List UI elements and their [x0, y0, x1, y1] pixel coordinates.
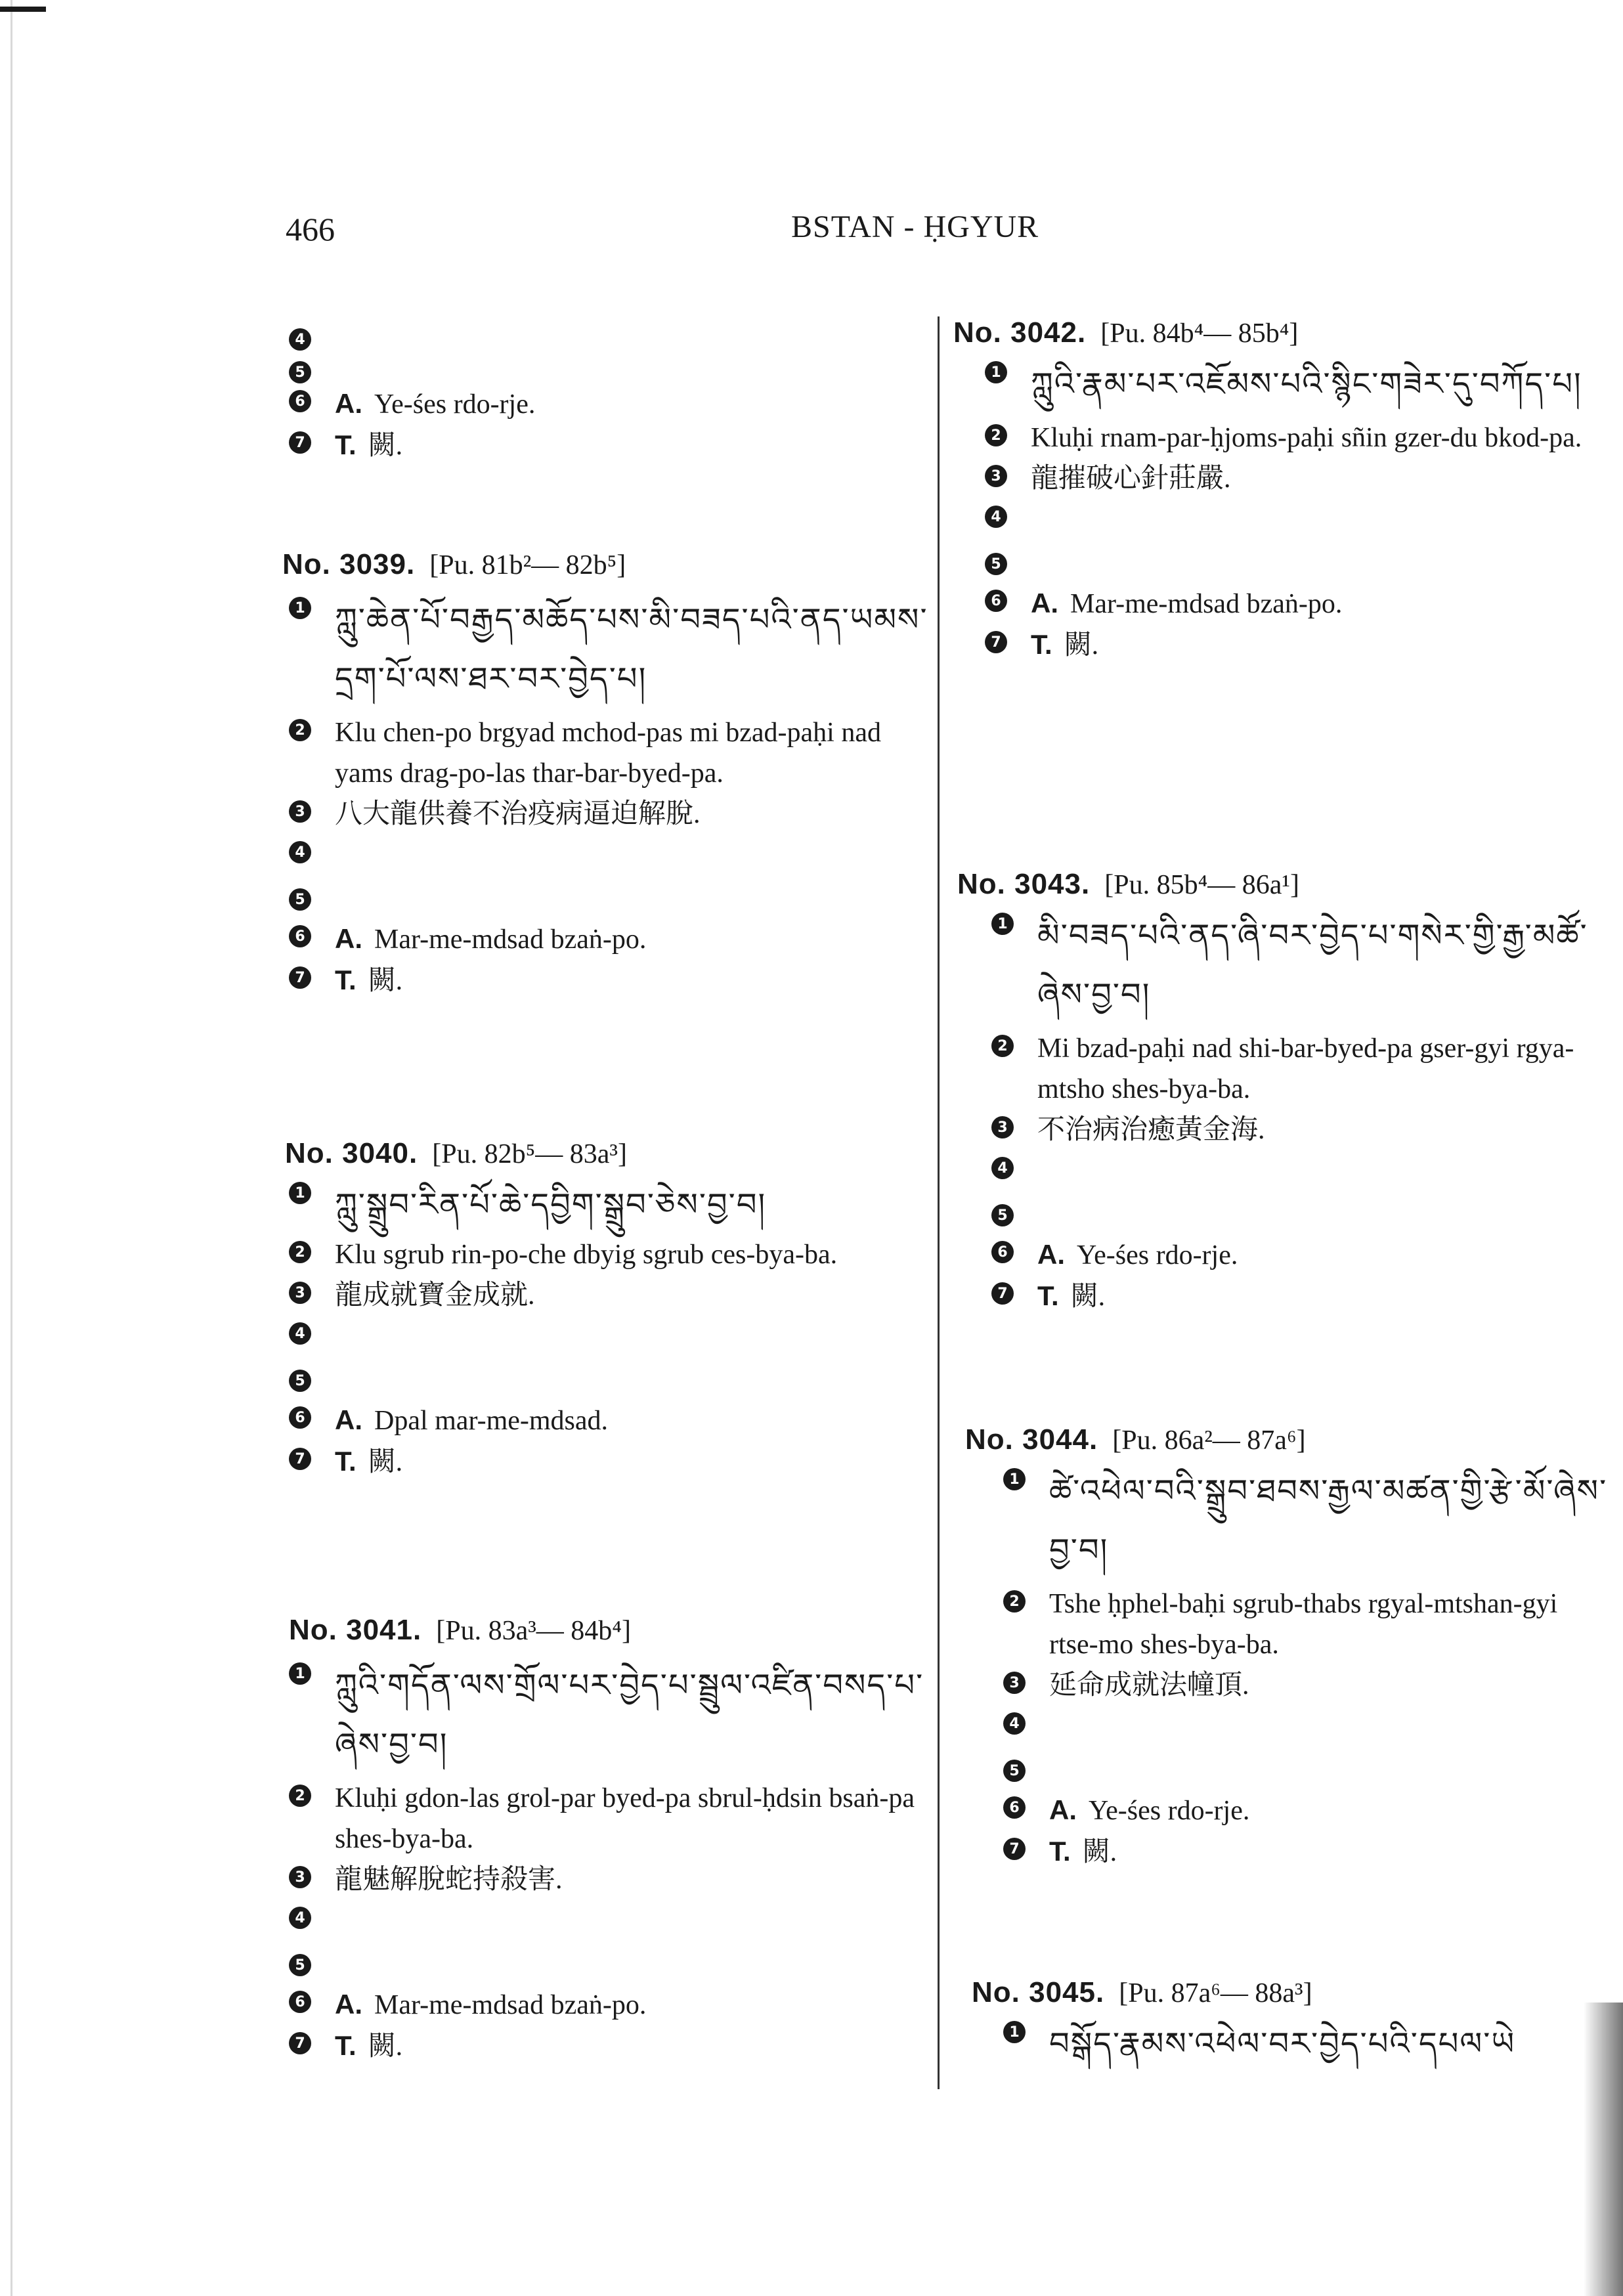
translator-field: 7 T. 闕.: [991, 1276, 1609, 1317]
bullet-2-icon: 2: [985, 424, 1007, 446]
bullet-1-icon: 1: [289, 597, 311, 619]
entry-3039: [282, 548, 932, 1001]
bullet-1-icon: 1: [1003, 2021, 1026, 2043]
translator-field: 7 T. 闕.: [289, 1441, 932, 1483]
field-4: [289, 1316, 932, 1345]
column-divider: [938, 316, 940, 2089]
field-4: [991, 1150, 1609, 1179]
entry-3040: [285, 1137, 932, 1483]
bullet-5-icon: 5: [289, 1954, 311, 1976]
bullet-5-icon: 5: [289, 361, 311, 383]
bullet-4-icon: 4: [289, 328, 311, 351]
entry-heading: No. 3043. [Pu. 85b⁴— 86a¹]: [957, 868, 1299, 900]
field-5: [289, 882, 932, 911]
transliteration: 2 Tshe ḥphel-baḥi sgrub-thabs rgyal-mtshan-gyi rtse-mo shes-bya-ba.: [1003, 1584, 1609, 1665]
tibetan-title: 1 ཀླུ་སྒྲུབ་རིན་པོ་ཆེ་དབྱིག་སྒྲུབ་ཅེས་བྱ་བ།: [289, 1175, 932, 1234]
crop-mark: [0, 7, 46, 12]
bullet-7-icon: 7: [289, 431, 311, 454]
chinese-title: 3 延命成就法幢頂.: [1003, 1665, 1609, 1706]
binding-edge-line: [11, 0, 12, 2296]
bullet-6-icon: 6: [289, 1406, 311, 1429]
bullet-2-icon: 2: [289, 719, 311, 741]
tibetan-title: 1 བསྒོད་རྣམས་འཕེལ་བར་བྱེད་པའི་དཔལ་ཡེ: [1003, 2014, 1609, 2073]
running-head: BSTAN - ḤGYUR: [791, 209, 1039, 244]
translator-field: 7 T. 闕.: [289, 2025, 932, 2067]
chinese-title: 3 龍成就寶金成就.: [289, 1275, 932, 1316]
field-5: [289, 1363, 932, 1392]
bullet-7-icon: 7: [1003, 1838, 1026, 1860]
bullet-7-icon: 7: [289, 2032, 311, 2054]
page-edge-shadow: [1584, 2003, 1623, 2296]
bullet-4-icon: 4: [1003, 1712, 1026, 1735]
author-field: 6 A. Dpal mar-me-mdsad.: [289, 1400, 932, 1441]
author-field: 6 A. Ye-śes rdo-rje.: [991, 1234, 1609, 1276]
entry-heading: No. 3039. [Pu. 81b²— 82b⁵]: [282, 548, 626, 580]
bullet-1-icon: 1: [289, 1182, 311, 1204]
bullet-6-icon: 6: [289, 1991, 311, 2013]
field-5: [991, 1198, 1609, 1226]
bullet-2-icon: 2: [1003, 1590, 1026, 1613]
bullet-7-icon: 7: [991, 1282, 1014, 1305]
tibetan-title: 1 ཀླུའི་གདོན་ལས་གྲོལ་པར་བྱེད་པ་སྦྲུལ་འཛིན་བསད་པ་ཞེས་བྱ་བ།: [289, 1656, 932, 1774]
translator-field: 7 T. 闕.: [289, 425, 932, 466]
transliteration: 2 Kluḥi rnam-par-ḥjoms-paḥi sñin gzer-du bkod-pa.: [985, 418, 1609, 458]
bullet-6-icon: 6: [289, 390, 311, 412]
bullet-6-icon: 6: [1003, 1796, 1026, 1819]
bullet-3-icon: 3: [289, 1866, 311, 1888]
bullet-3-icon: 3: [289, 1282, 311, 1304]
tibetan-title: 1 ཀླུ་ཆེན་པོ་བརྒྱད་མཆོད་པས་མི་བཟད་པའི་ནད་ཡམས་དྲག་པོ་ལས་ཐར་བར་བྱེད་པ།: [289, 590, 932, 708]
entry-heading: No. 3044. [Pu. 86a²— 87a⁶]: [965, 1423, 1306, 1456]
field-5: [985, 546, 1609, 575]
bullet-6-icon: 6: [991, 1241, 1014, 1263]
author-field: 6 A. Ye-śes rdo-rje.: [289, 383, 932, 425]
bullet-6-icon: 6: [985, 590, 1007, 612]
transliteration: 2 Klu sgrub rin-po-che dbyig sgrub ces-bya-ba.: [289, 1234, 932, 1275]
field-4: [289, 834, 932, 863]
entry-3041: [289, 1614, 932, 2067]
bullet-4-icon: 4: [985, 506, 1007, 528]
bullet-3-icon: 3: [985, 465, 1007, 487]
field-5: [289, 355, 932, 383]
translator-field: 7 T. 闕.: [1003, 1831, 1609, 1873]
field-5: [289, 1947, 932, 1976]
chinese-title: 3 八大龍供養不治疫病逼迫解脫.: [289, 794, 932, 834]
translator-field: 7 T. 闕.: [985, 624, 1609, 666]
bullet-7-icon: 7: [289, 1448, 311, 1470]
field-4: [1003, 1706, 1609, 1735]
chinese-title: 3 龍摧破心針莊嚴.: [985, 458, 1609, 499]
carry-over-entry: [289, 322, 932, 466]
transliteration: 2 Kluḥi gdon-las grol-par byed-pa sbrul-ḥdsin bsaṅ-pa shes-bya-ba.: [289, 1778, 932, 1859]
page-number: 466: [286, 211, 335, 248]
transliteration: 2 Mi bzad-paḥi nad shi-bar-byed-pa gser-gyi rgya-mtsho shes-bya-ba.: [991, 1028, 1609, 1110]
bullet-1-icon: 1: [985, 361, 1007, 383]
entry-3044: [945, 1423, 1609, 1873]
translator-field: 7 T. 闕.: [289, 960, 932, 1001]
field-4: [289, 322, 932, 351]
chinese-title: 3 不治病治癒黃金海.: [991, 1110, 1609, 1150]
entry-heading: No. 3040. [Pu. 82b⁵— 83a³]: [285, 1137, 627, 1169]
chinese-title: 3 龍魅解脫蛇持殺害.: [289, 1859, 932, 1900]
bullet-6-icon: 6: [289, 925, 311, 947]
bullet-2-icon: 2: [289, 1785, 311, 1807]
bullet-5-icon: 5: [289, 888, 311, 911]
bullet-3-icon: 3: [289, 800, 311, 823]
tibetan-title: 1 ཚེ་འཕེལ་བའི་སྒྲུབ་ཐབས་རྒྱལ་མཚན་གྱི་རྩེ་མོ་ཞེས་བྱ་བ།: [1003, 1462, 1609, 1580]
entry-3043: [945, 868, 1609, 1317]
author-field: 6 A. Mar-me-mdsad bzaṅ-po.: [985, 583, 1609, 624]
author-field: 6 A. Ye-śes rdo-rje.: [1003, 1790, 1609, 1831]
field-4: [985, 499, 1609, 528]
entry-3042: [945, 316, 1609, 666]
bullet-4-icon: 4: [289, 1907, 311, 1929]
bullet-7-icon: 7: [985, 631, 1007, 653]
entry-heading: No. 3042. [Pu. 84b⁴— 85b⁴]: [953, 316, 1299, 349]
bullet-5-icon: 5: [985, 553, 1007, 575]
bullet-1-icon: 1: [991, 913, 1014, 935]
entry-heading: No. 3045. [Pu. 87a⁶— 88a³]: [972, 1976, 1312, 2008]
tibetan-title: 1 མི་བཟད་པའི་ནད་ཞི་བར་བྱེད་པ་གསེར་གྱི་རྒྱ་མཚོ་ཞེས་བྱ་བ།: [991, 906, 1609, 1024]
field-4: [289, 1900, 932, 1929]
bullet-4-icon: 4: [289, 1322, 311, 1345]
bullet-5-icon: 5: [991, 1204, 1014, 1226]
bullet-1-icon: 1: [289, 1662, 311, 1685]
bullet-3-icon: 3: [1003, 1672, 1026, 1694]
author-field: 6 A. Mar-me-mdsad bzaṅ-po.: [289, 1984, 932, 2025]
transliteration: 2 Klu chen-po brgyad mchod-pas mi bzad-paḥi nad yams drag-po-las thar-bar-byed-pa.: [289, 712, 932, 794]
entry-3045: [945, 1976, 1609, 2073]
bullet-7-icon: 7: [289, 966, 311, 989]
bullet-3-icon: 3: [991, 1116, 1014, 1138]
bullet-1-icon: 1: [1003, 1468, 1026, 1490]
bullet-5-icon: 5: [289, 1370, 311, 1392]
bullet-4-icon: 4: [991, 1157, 1014, 1179]
author-field: 6 A. Mar-me-mdsad bzaṅ-po.: [289, 919, 932, 960]
entry-heading: No. 3041. [Pu. 83a³— 84b⁴]: [289, 1614, 631, 1646]
tibetan-title: 1 ཀླུའི་རྣམ་པར་འཇོམས་པའི་སྙིང་གཟེར་དུ་བཀོད་པ།: [985, 355, 1609, 414]
bullet-2-icon: 2: [991, 1035, 1014, 1057]
bullet-4-icon: 4: [289, 841, 311, 863]
bullet-2-icon: 2: [289, 1241, 311, 1263]
field-5: [1003, 1753, 1609, 1782]
bullet-5-icon: 5: [1003, 1760, 1026, 1782]
